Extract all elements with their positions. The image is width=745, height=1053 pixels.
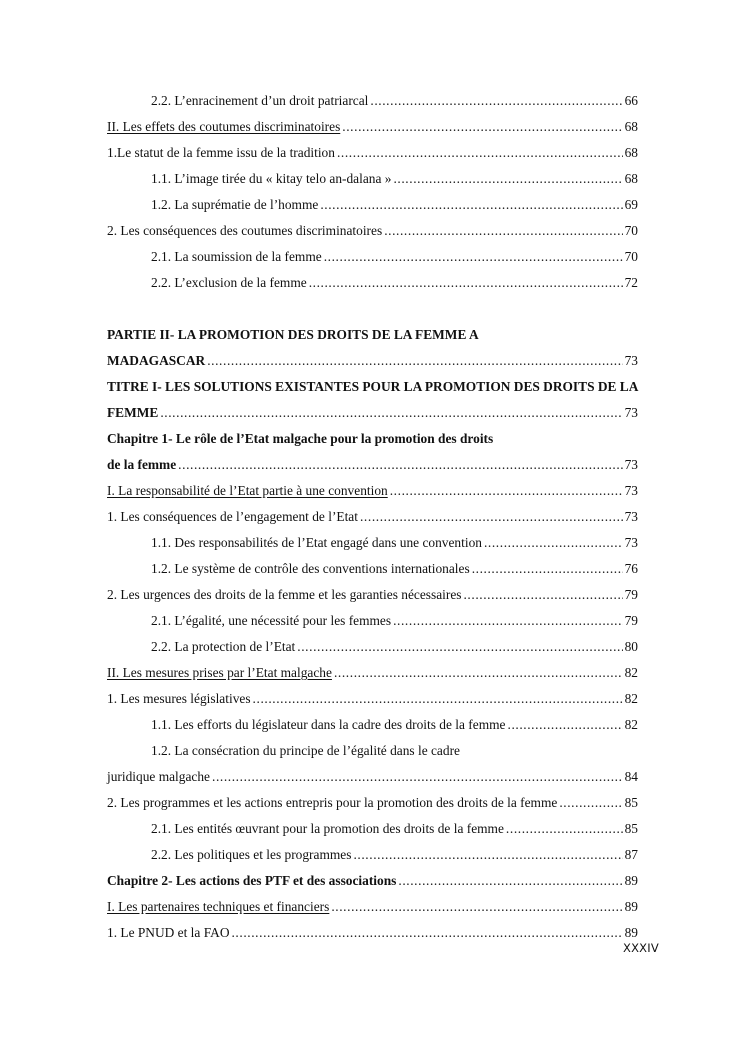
- table-of-contents: [107, 86, 638, 944]
- toc-entry-page: 73: [624, 483, 638, 498]
- toc-entry-page: 89: [624, 899, 638, 914]
- dot-leader: [506, 818, 623, 840]
- toc-entry-title: 2.1. La soumission de la femme: [151, 249, 322, 264]
- toc-heading: [107, 736, 638, 762]
- toc-entry-title: 2.1. Les entités œuvrant pour la promotion des droits de la femme: [151, 821, 504, 836]
- toc-entry: [107, 840, 638, 866]
- toc-entry-title: 2.1. L’égalité, une nécessité pour les femmes: [151, 613, 392, 628]
- toc-entry-page: 76: [624, 561, 638, 576]
- toc-entry-page: 82: [624, 717, 638, 732]
- toc-entry-title: 1. Les conséquences de l’engagement de l’Etat: [107, 509, 358, 524]
- toc-entry-page: 82: [624, 665, 638, 680]
- toc-entry: [107, 762, 638, 788]
- toc-entry-title: 1. Les mesures législatives: [107, 691, 251, 706]
- dot-leader: [337, 142, 623, 164]
- dot-leader: [178, 454, 622, 476]
- toc-entry: [107, 918, 638, 944]
- dot-leader: [360, 506, 623, 528]
- toc-entry-title: Chapitre 2- Les actions des PTF et des associations: [107, 873, 397, 888]
- toc-entry: [107, 216, 638, 242]
- toc-entry: [107, 684, 638, 710]
- toc-entry-page: 68: [624, 171, 638, 186]
- toc-entry-title: PARTIE II- LA PROMOTION DES DROITS DE LA FEMME A: [107, 327, 479, 342]
- toc-heading: [107, 320, 638, 346]
- toc-entry-page: 68: [624, 119, 638, 134]
- toc-entry: [107, 190, 638, 216]
- toc-entry-page: 66: [624, 93, 638, 108]
- toc-entry: [107, 528, 638, 554]
- toc-entry-page: 89: [624, 873, 638, 888]
- toc-entry: [107, 450, 638, 476]
- toc-entry: [107, 554, 638, 580]
- toc-entry-page: 73: [624, 535, 638, 550]
- toc-entry-title: FEMME: [107, 405, 159, 420]
- dot-leader: [508, 714, 623, 736]
- dot-leader: [393, 168, 622, 190]
- toc-entry: [107, 866, 638, 892]
- dot-leader: [297, 636, 622, 658]
- toc-entry-page: 89: [624, 925, 638, 940]
- dot-leader: [324, 246, 623, 268]
- toc-entry-page: 70: [624, 249, 638, 264]
- toc-entry-page: 87: [624, 847, 638, 862]
- toc-entry-title: 1.1. Les efforts du législateur dans la cadre des droits de la femme: [151, 717, 506, 732]
- dot-leader: [484, 532, 623, 554]
- toc-entry-page: 73: [624, 353, 638, 368]
- toc-entry-title: 2.2. L’enracinement d’un droit patriarcal: [151, 93, 369, 108]
- toc-entry-page: 72: [624, 275, 638, 290]
- dot-leader: [320, 194, 622, 216]
- toc-entry-title: 1.1. Des responsabilités de l’Etat engagé dans une convention: [151, 535, 482, 550]
- dot-leader: [160, 402, 622, 424]
- toc-entry-title: 2.2. L’exclusion de la femme: [151, 275, 307, 290]
- toc-entry: [107, 606, 638, 632]
- toc-entry-title: juridique malgache: [107, 769, 210, 784]
- toc-entry-page: 70: [624, 223, 638, 238]
- toc-entry-title: TITRE I- LES SOLUTIONS EXISTANTES POUR LA PROMOTION DES DROITS DE LA: [107, 379, 639, 394]
- dot-leader: [390, 480, 623, 502]
- toc-entry: [107, 86, 638, 112]
- toc-entry: [107, 164, 638, 190]
- toc-entry-title: II. Les effets des coutumes discriminatoires: [107, 119, 341, 134]
- dot-leader: [231, 922, 622, 944]
- toc-entry-title: de la femme: [107, 457, 177, 472]
- dot-leader: [463, 584, 622, 606]
- toc-entry-page: 82: [624, 691, 638, 706]
- toc-entry-title: I. Les partenaires techniques et financiers: [107, 899, 330, 914]
- toc-entry-title: 1.2. Le système de contrôle des conventions internationales: [151, 561, 470, 576]
- toc-entry: [107, 476, 638, 502]
- toc-entry-title: II. Les mesures prises par l’Etat malgache: [107, 665, 332, 680]
- toc-entry-page: 68: [624, 145, 638, 160]
- toc-entry-page: 73: [624, 457, 638, 472]
- toc-entry: [107, 892, 638, 918]
- toc-entry: [107, 112, 638, 138]
- toc-entry-page: 69: [624, 197, 638, 212]
- toc-entry: [107, 502, 638, 528]
- toc-entry-title: MADAGASCAR: [107, 353, 206, 368]
- dot-leader: [331, 896, 622, 918]
- dot-leader: [309, 272, 623, 294]
- dot-leader: [253, 688, 623, 710]
- toc-entry-title: 1.2. La suprématie de l’homme: [151, 197, 319, 212]
- toc-entry-page: 80: [624, 639, 638, 654]
- toc-entry: [107, 346, 638, 372]
- toc-entry-page: 73: [624, 509, 638, 524]
- toc-entry-title: 1.1. L’image tirée du « kitay telo an-dalana »: [151, 171, 392, 186]
- toc-entry-title: 1. Le PNUD et la FAO: [107, 925, 230, 940]
- dot-leader: [207, 350, 622, 372]
- toc-heading: [107, 424, 638, 450]
- toc-entry-title: 2.2. Les politiques et les programmes: [151, 847, 352, 862]
- dot-leader: [212, 766, 623, 788]
- toc-entry-title: 1.Le statut de la femme issu de la tradition: [107, 145, 335, 160]
- page-number: XXXIV: [623, 941, 659, 955]
- dot-leader: [384, 220, 622, 242]
- dot-leader: [353, 844, 622, 866]
- section-gap: [107, 294, 638, 320]
- toc-entry-page: 85: [624, 795, 638, 810]
- toc-entry-page: 85: [624, 821, 638, 836]
- toc-entry-title: 1.2. La consécration du principe de l’égalité dans le cadre: [151, 743, 460, 758]
- toc-entry-title: I. La responsabilité de l’Etat partie à une convention: [107, 483, 388, 498]
- toc-entry-page: 79: [624, 587, 638, 602]
- toc-heading: [107, 372, 638, 398]
- toc-entry-page: 79: [624, 613, 638, 628]
- toc-entry-title: Chapitre 1- Le rôle de l’Etat malgache pour la promotion des droits: [107, 431, 494, 446]
- toc-entry: [107, 268, 638, 294]
- dot-leader: [370, 90, 622, 112]
- toc-entry: [107, 658, 638, 684]
- toc-entry-page: 84: [624, 769, 638, 784]
- toc-entry: [107, 814, 638, 840]
- toc-entry: [107, 242, 638, 268]
- toc-entry-page: 73: [624, 405, 638, 420]
- toc-entry-title: 2.2. La protection de l’Etat: [151, 639, 296, 654]
- toc-entry: [107, 398, 638, 424]
- toc-entry: [107, 710, 638, 736]
- toc-entry-title: 2. Les programmes et les actions entrepris pour la promotion des droits de la femme: [107, 795, 558, 810]
- toc-entry-title: 2. Les urgences des droits de la femme et les garanties nécessaires: [107, 587, 462, 602]
- dot-leader: [398, 870, 622, 892]
- dot-leader: [393, 610, 623, 632]
- toc-entry-title: 2. Les conséquences des coutumes discriminatoires: [107, 223, 383, 238]
- toc-entry: [107, 632, 638, 658]
- dot-leader: [559, 792, 622, 814]
- toc-entry: [107, 138, 638, 164]
- dot-leader: [342, 116, 622, 138]
- dot-leader: [334, 662, 623, 684]
- dot-leader: [472, 558, 623, 580]
- toc-entry: [107, 788, 638, 814]
- toc-entry: [107, 580, 638, 606]
